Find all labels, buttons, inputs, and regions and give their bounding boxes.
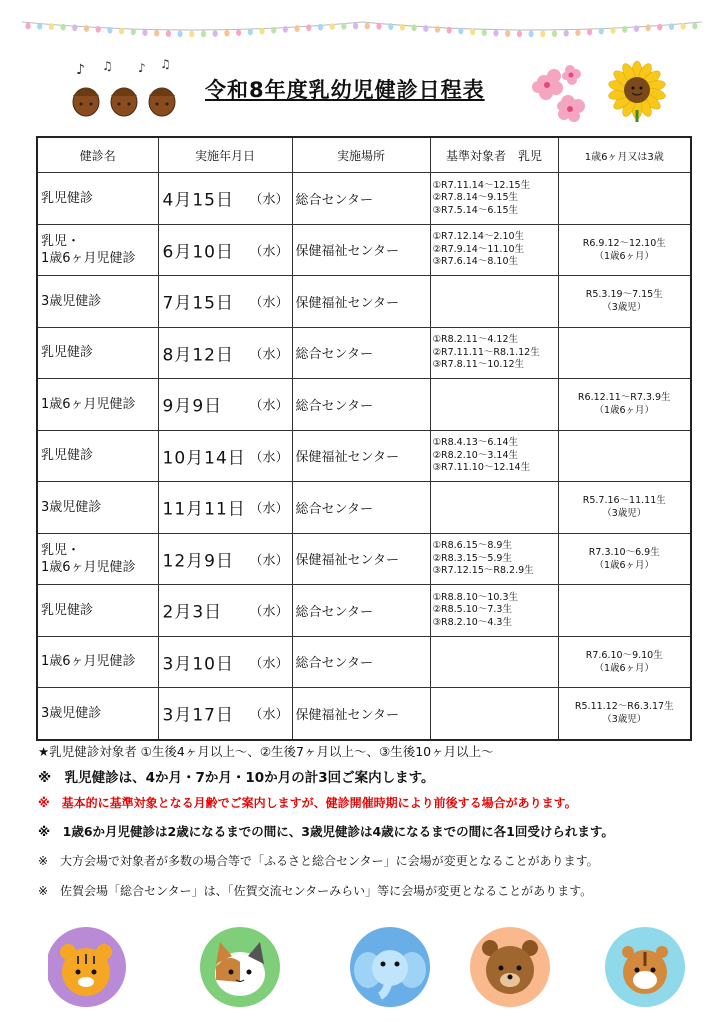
infant-target-line: ③R7.11.10～12.14生 bbox=[432, 462, 531, 473]
infant-target-line: ②R8.3.15～5.9生 bbox=[432, 552, 512, 564]
checkup-weekday: （水） bbox=[249, 347, 289, 363]
infant-target bbox=[430, 585, 558, 637]
table-row bbox=[37, 224, 691, 276]
checkup-weekday: （水） bbox=[249, 398, 289, 414]
checkup-name bbox=[37, 430, 158, 482]
toddler-target bbox=[558, 636, 691, 688]
checkup-date: 3月10日 bbox=[162, 654, 234, 675]
infant-target bbox=[430, 482, 558, 534]
checkup-name-line: 1歳6ヶ月児健診 bbox=[41, 654, 136, 670]
toddler-target bbox=[558, 379, 691, 431]
checkup-name-line: 乳児健診 bbox=[41, 602, 94, 618]
table-row bbox=[37, 688, 691, 740]
toddler-target-line: R5.7.16～11.11生 bbox=[582, 495, 666, 507]
infant-target-line: ③R7.5.14～6.15生 bbox=[432, 204, 518, 216]
note-infant-checkups: ※ 乳児健診は、4か月・7か月・10か月の計3回ご案内します。 bbox=[38, 770, 435, 786]
checkup-name-line: 乳児・ bbox=[41, 542, 81, 558]
checkup-name-line: 乳児健診 bbox=[41, 190, 94, 206]
checkup-name-line: 乳児健診 bbox=[41, 448, 94, 464]
checkup-name bbox=[37, 533, 158, 585]
toddler-target-line: （3歳児） bbox=[602, 302, 647, 314]
header-target: 基準対象者 乳児 bbox=[430, 137, 558, 173]
checkup-date: 4月15日 bbox=[162, 190, 234, 211]
infant-target bbox=[430, 636, 558, 688]
checkup-place: 保健福祉センター bbox=[292, 430, 430, 482]
checkup-name-line: 1歳6ヶ月児健診 bbox=[41, 250, 136, 266]
checkup-name-line: 3歳児健診 bbox=[41, 705, 102, 721]
checkup-place: 保健福祉センター bbox=[292, 276, 430, 328]
infant-target-line: ③R8.2.10～4.3生 bbox=[432, 616, 512, 628]
svg-text:♫: ♫ bbox=[160, 58, 171, 71]
infant-target-line: ②R7.11.11～R8.1.12生 bbox=[432, 346, 540, 358]
acorn-icon bbox=[66, 58, 186, 120]
checkup-date: 11月11日 bbox=[162, 499, 246, 520]
checkup-place: 保健福祉センター bbox=[292, 533, 430, 585]
checkup-name bbox=[37, 585, 158, 637]
table-row bbox=[37, 533, 691, 585]
header-date: 実施年月日 bbox=[158, 137, 292, 173]
infant-target-line: ②R8.5.10～7.3生 bbox=[432, 604, 512, 615]
checkup-date-cell bbox=[158, 636, 292, 688]
checkup-date-cell bbox=[158, 276, 292, 328]
table-row bbox=[37, 327, 691, 379]
checkup-place: 総合センター bbox=[292, 379, 430, 431]
notes bbox=[38, 742, 698, 906]
toddler-target-line: R6.12.11～R7.3.9生 bbox=[577, 392, 671, 404]
toddler-target-line: R5.11.12～R6.3.17生 bbox=[574, 701, 674, 713]
schedule-table bbox=[36, 136, 692, 741]
checkup-date: 3月17日 bbox=[162, 705, 234, 726]
table-header bbox=[37, 137, 691, 173]
checkup-name bbox=[37, 636, 158, 688]
infant-target-line: ②R7.9.14～11.10生 bbox=[432, 243, 525, 255]
checkup-date: 2月3日 bbox=[162, 602, 223, 623]
table-row bbox=[37, 173, 691, 225]
svg-text:♫: ♫ bbox=[102, 59, 113, 73]
checkup-place: 総合センター bbox=[292, 173, 430, 225]
infant-target-line: ①R8.6.15～8.9生 bbox=[432, 540, 512, 551]
checkup-name bbox=[37, 482, 158, 534]
note-once-each: ※ 1歳6か月児健診は2歳になるまでの間に、3歳児健診は4歳になるまでの間に各1回受けられます。 bbox=[38, 824, 614, 839]
checkup-date: 9月9日 bbox=[162, 396, 223, 417]
toddler-target bbox=[558, 482, 691, 534]
checkup-name bbox=[37, 379, 158, 431]
table-row bbox=[37, 636, 691, 688]
checkup-date: 10月14日 bbox=[162, 448, 246, 469]
checkup-name-line: 1歳6ヶ月児健診 bbox=[41, 559, 136, 575]
checkup-date: 12月9日 bbox=[162, 551, 234, 572]
toddler-target bbox=[558, 224, 691, 276]
page-title: 令和8年度乳幼児健診日程表 bbox=[205, 78, 485, 102]
checkup-place: 総合センター bbox=[292, 636, 430, 688]
checkup-name-line: 1歳6ヶ月児健診 bbox=[41, 396, 136, 412]
checkup-weekday: （水） bbox=[249, 295, 289, 311]
tiger-icon bbox=[48, 927, 126, 1007]
checkup-date-cell bbox=[158, 688, 292, 740]
cat-icon bbox=[200, 927, 280, 1007]
checkup-date-cell bbox=[158, 430, 292, 482]
checkup-place: 総合センター bbox=[292, 585, 430, 637]
header-name: 健診名 bbox=[37, 137, 158, 173]
checkup-date-cell bbox=[158, 379, 292, 431]
checkup-place: 総合センター bbox=[292, 327, 430, 379]
garland-icon bbox=[22, 16, 702, 52]
toddler-target-line: （1歳6ヶ月） bbox=[594, 662, 655, 674]
checkup-date: 6月10日 bbox=[162, 242, 234, 263]
toddler-target-line: R6.9.12～12.10生 bbox=[582, 237, 666, 249]
infant-target-line: ①R7.12.14～2.10生 bbox=[432, 231, 525, 242]
animals-row bbox=[48, 922, 688, 1012]
checkup-name bbox=[37, 276, 158, 328]
infant-target bbox=[430, 224, 558, 276]
toddler-target-line: （3歳児） bbox=[602, 508, 647, 520]
checkup-name bbox=[37, 327, 158, 379]
infant-target-line: ②R7.8.14～9.15生 bbox=[432, 192, 518, 203]
infant-target-line: ①R7.11.14～12.15生 bbox=[432, 179, 531, 191]
infant-target bbox=[430, 379, 558, 431]
table-row bbox=[37, 482, 691, 534]
toddler-target-line: R7.3.10～6.9生 bbox=[588, 546, 660, 558]
toddler-target-line: （1歳6ヶ月） bbox=[594, 250, 655, 262]
note-venue-saga: ※ 佐賀会場「総合センター」は、「佐賀交流センターみらい」等に会場が変更となることがあります。 bbox=[38, 884, 593, 898]
checkup-date: 7月15日 bbox=[162, 293, 234, 314]
checkup-place: 保健福祉センター bbox=[292, 688, 430, 740]
chipmunk-icon bbox=[605, 927, 685, 1007]
checkup-name-line: 3歳児健診 bbox=[41, 293, 102, 309]
checkup-name bbox=[37, 173, 158, 225]
toddler-target-line: R5.3.19～7.15生 bbox=[585, 289, 663, 301]
infant-target-line: ③R7.8.11～10.12生 bbox=[432, 359, 525, 370]
checkup-weekday: （水） bbox=[249, 707, 289, 723]
header-place: 実施場所 bbox=[292, 137, 430, 173]
toddler-target bbox=[558, 533, 691, 585]
checkup-date-cell bbox=[158, 224, 292, 276]
note-venue-ouchi: ※ 大方会場で対象者が多数の場合等で「ふるさと総合センター」に会場が変更となることがあります。 bbox=[38, 854, 599, 868]
checkup-name bbox=[37, 224, 158, 276]
infant-target-line: ①R8.4.13～6.14生 bbox=[432, 437, 518, 448]
toddler-target bbox=[558, 173, 691, 225]
checkup-place: 保健福祉センター bbox=[292, 224, 430, 276]
toddler-target-line: （1歳6ヶ月） bbox=[594, 559, 655, 571]
checkup-date-cell bbox=[158, 482, 292, 534]
infant-target-line: ①R8.8.10～10.3生 bbox=[432, 591, 518, 603]
toddler-target bbox=[558, 276, 691, 328]
infant-target bbox=[430, 276, 558, 328]
flower-icon bbox=[528, 60, 590, 122]
checkup-weekday: （水） bbox=[249, 501, 289, 517]
infant-target bbox=[430, 173, 558, 225]
checkup-weekday: （水） bbox=[249, 553, 289, 569]
checkup-date-cell bbox=[158, 173, 292, 225]
infant-target bbox=[430, 533, 558, 585]
toddler-target-line: （3歳児） bbox=[602, 714, 647, 726]
svg-text:♪: ♪ bbox=[76, 62, 85, 78]
elephant-icon bbox=[350, 927, 430, 1007]
infant-target bbox=[430, 327, 558, 379]
note-timing: ※ 基本的に基準対象となる月齢でご案内しますが、健診開催時期により前後する場合があります。 bbox=[38, 796, 577, 810]
infant-target-line: ②R8.2.10～3.14生 bbox=[432, 449, 518, 461]
infant-target-line: ①R8.2.11～4.12生 bbox=[432, 334, 518, 345]
toddler-target-line: （1歳6ヶ月） bbox=[594, 405, 655, 417]
checkup-weekday: （水） bbox=[249, 604, 289, 620]
header-target2: 1歳6ヶ月又は3歳 bbox=[558, 137, 691, 173]
table-row bbox=[37, 276, 691, 328]
checkup-name-line: 乳児健診 bbox=[41, 345, 94, 361]
infant-target-line: ③R7.12.15～R8.2.9生 bbox=[432, 565, 534, 576]
checkup-weekday: （水） bbox=[249, 656, 289, 672]
note-target-ages: ★乳児健診対象者 ①生後4ヶ月以上～、②生後7ヶ月以上～、③生後10ヶ月以上～ bbox=[38, 744, 494, 759]
checkup-date: 8月12日 bbox=[162, 345, 234, 366]
checkup-weekday: （水） bbox=[249, 192, 289, 208]
bear-icon bbox=[470, 927, 550, 1007]
checkup-date-cell bbox=[158, 327, 292, 379]
toddler-target bbox=[558, 430, 691, 482]
infant-target bbox=[430, 430, 558, 482]
toddler-target bbox=[558, 327, 691, 379]
toddler-target bbox=[558, 688, 691, 740]
checkup-weekday: （水） bbox=[249, 244, 289, 260]
checkup-weekday: （水） bbox=[249, 450, 289, 466]
svg-text:♪: ♪ bbox=[138, 61, 146, 75]
checkup-name-line: 3歳児健診 bbox=[41, 499, 102, 515]
infant-target bbox=[430, 688, 558, 740]
checkup-name-line: 乳児・ bbox=[41, 233, 81, 249]
infant-target-line: ③R7.6.14～8.10生 bbox=[432, 256, 518, 267]
table-row bbox=[37, 430, 691, 482]
checkup-place: 総合センター bbox=[292, 482, 430, 534]
table-row bbox=[37, 585, 691, 637]
checkup-name bbox=[37, 688, 158, 740]
table-row bbox=[37, 379, 691, 431]
checkup-date-cell bbox=[158, 533, 292, 585]
checkup-date-cell bbox=[158, 585, 292, 637]
toddler-target-line: R7.6.10～9.10生 bbox=[585, 649, 663, 661]
sunflower-icon bbox=[606, 60, 668, 122]
toddler-target bbox=[558, 585, 691, 637]
